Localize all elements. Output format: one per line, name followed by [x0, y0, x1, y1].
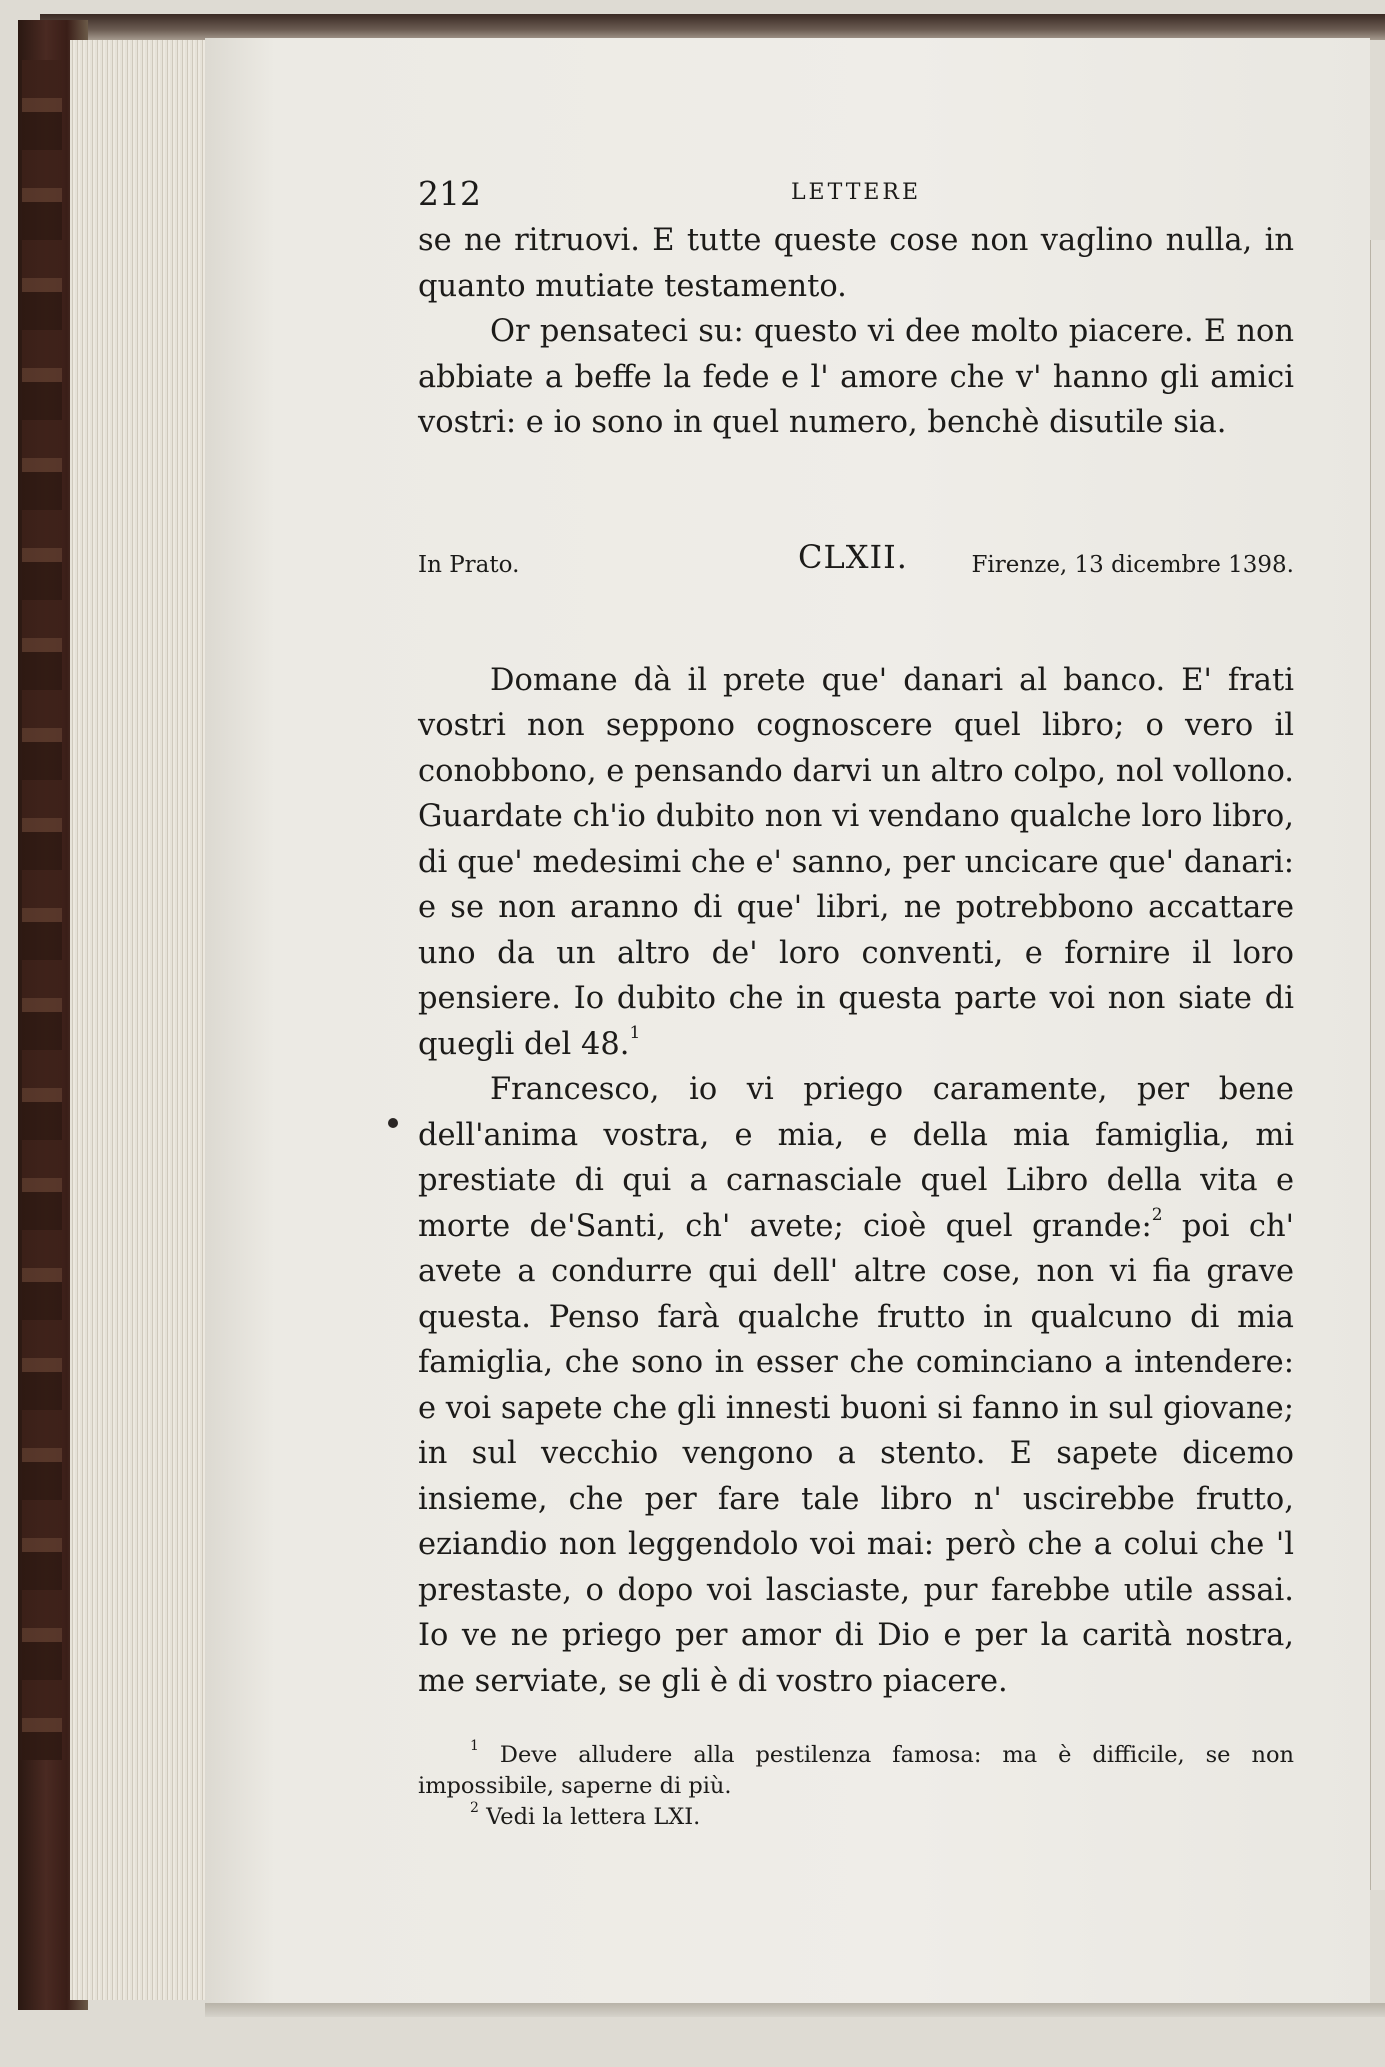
footnote [418, 1737, 1294, 1802]
footnote-ref: 1 [629, 1023, 641, 1044]
facing-page-edge [1370, 240, 1385, 1890]
letter-date: Firenze, 13 dicembre 1398. [971, 551, 1294, 578]
letter-place: In Prato. [418, 551, 520, 578]
footnote-text: Deve alludere alla pestilenza famosa: ma è difficile, se non impossibile, saperne di più. [418, 1742, 1294, 1799]
page-bottom-shadow [205, 2003, 1385, 2017]
page-content [418, 170, 1294, 1833]
page-edges [70, 40, 207, 2000]
letter-paragraph-text: Domane dà il prete que' danari al banco. E' frati vostri non seppono cognoscere quel libro; o vero il conobbono, e pensando darvi un altro colpo, nol vollono. Guardate ch'io dubito non vi vendano qualche loro libro, di que' medesimi che e' sanno, per uncicare que' danari: e se non aranno di que' libri, ne potrebbono accattare uno da un altro de' loro conventi, e fornire il loro pensiere. Io dubito che in questa parte voi non siate di quegli del 48. [418, 662, 1294, 1062]
footnote [418, 1799, 1294, 1833]
page-number: 212 [418, 174, 481, 213]
book-top-edge [40, 14, 1385, 40]
letter-header [418, 534, 1294, 594]
footnote-ref: 2 [1151, 1205, 1163, 1226]
footnote-text: Vedi la lettera LXI. [486, 1804, 701, 1830]
letter-paragraph [418, 1067, 1294, 1704]
letter-number: CLXII. [798, 537, 908, 576]
letter-paragraph-text: poi ch' avete a condurre qui dell' altre cose, non vi fia grave questa. Penso farà qualche frutto in qualcuno di mia famiglia, che sono in esser che cominciano a intendere: e voi sapete che gli innesti buoni si fanno in sul giovane; in sul vecchio vengono a stento. E sapete dicemo insieme, che per fare tale libro n' uscirebbe frutto, eziandio non leggendolo voi mai: però che a colui che 'l prestaste, o dopo voi lasciaste, pur farebbe utile assai. Io ve ne priego per amor di Dio e per la carità nostra, me serviate, se gli è di vostro piacere. [418, 1208, 1294, 1699]
ink-mark [388, 1118, 398, 1128]
running-head [418, 170, 1294, 218]
running-title: LETTERE [790, 180, 922, 205]
footnote-mark: 2 [470, 1799, 479, 1816]
continuation-paragraph: Or pensateci su: questo vi dee molto piacere. E non abbiate a beffe la fede e l' amore che v' hanno gli amici vostri: e io sono in quel numero, benchè disutile sia. [418, 314, 1294, 440]
footnotes [418, 1737, 1294, 1833]
footnote-mark: 1 [470, 1737, 479, 1754]
spine-wear [22, 60, 62, 1760]
letter-paragraph-text: Francesco, io vi priego caramente, per bene dell'anima vostra, e mia, e della mia famiglia, mi prestiate di qui a carnasciale quel Libro della vita e morte de'Santi, ch' avete; cioè quel grande: [418, 1072, 1294, 1244]
letter-paragraph [418, 658, 1294, 1068]
continuation-paragraph: se ne ritruovi. E tutte queste cose non vaglino nulla, in quanto mutiate testamento. [418, 223, 1294, 304]
